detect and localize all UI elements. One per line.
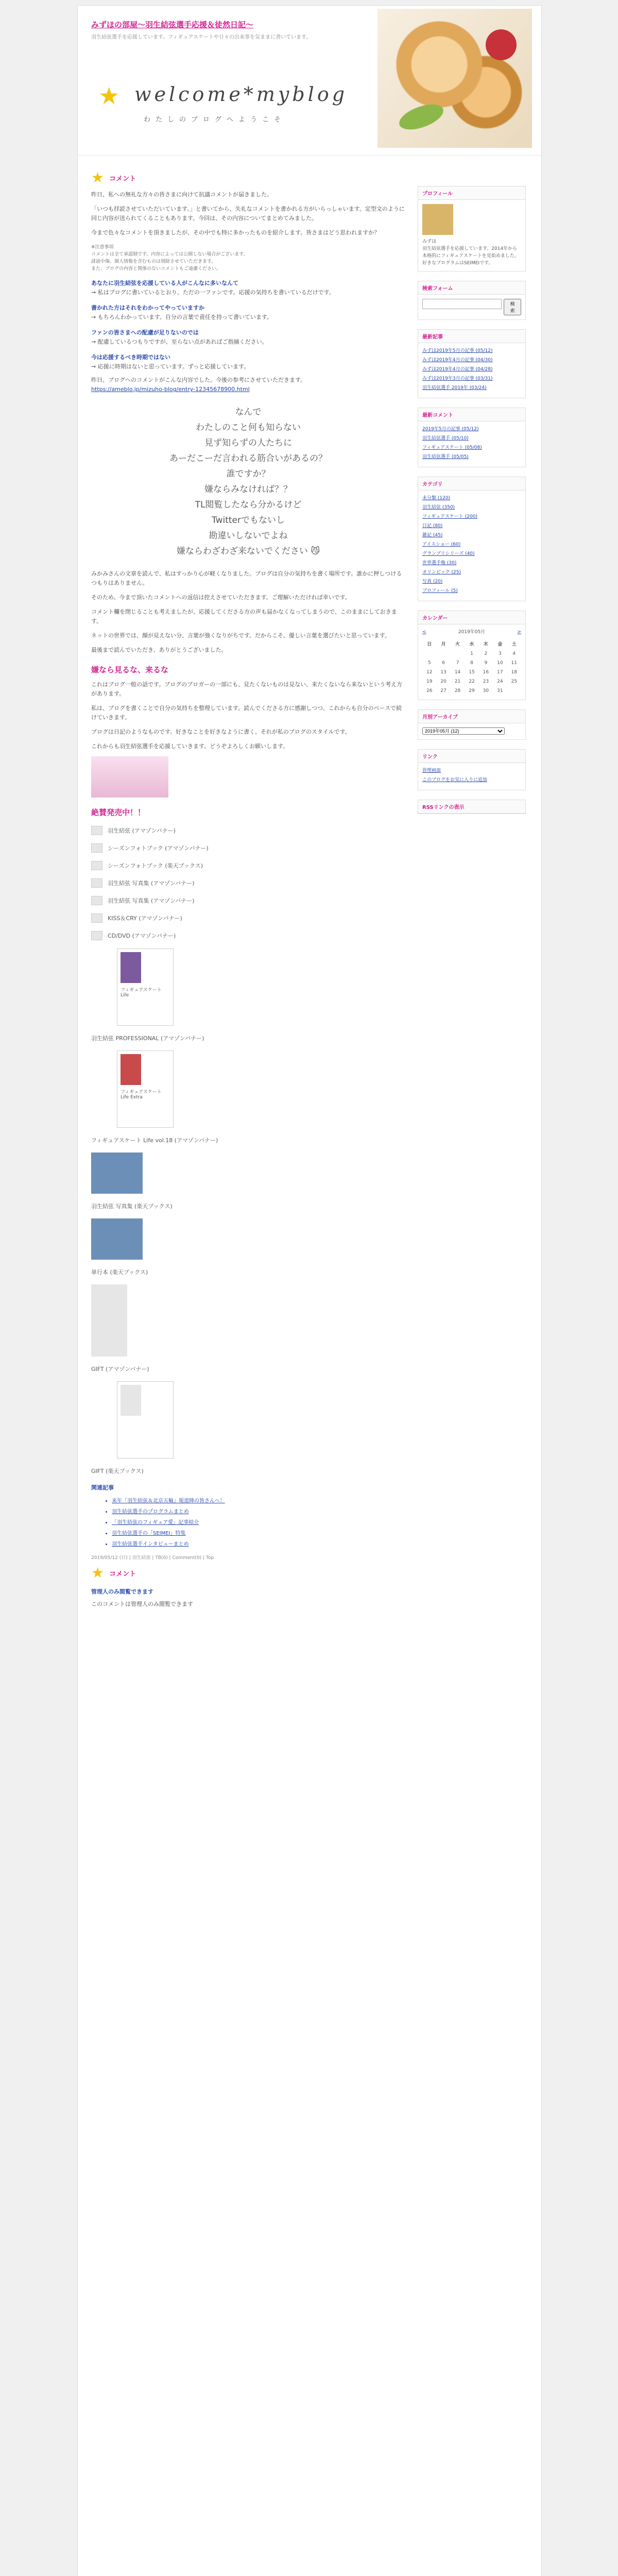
welcome-subheading: わたしのブログへようこそ (144, 116, 286, 124)
header-photo (377, 9, 532, 148)
product-item[interactable] (91, 931, 405, 940)
star-icon: ★ (91, 169, 105, 186)
qa-answer: → もちろんわかっています。自分の言葉で責任を持って書いています。 (91, 314, 272, 320)
related-section (91, 1483, 405, 1548)
star-icon: ★ (91, 1564, 105, 1581)
recent-comments-box (418, 408, 526, 467)
calendar-day[interactable]: 13 (440, 670, 447, 675)
book-title: フィギュアスケート Life Extra (121, 1090, 162, 1100)
calendar-weekday: 月 (441, 642, 446, 647)
recent-title: 最新記事 (418, 330, 525, 343)
related-link[interactable]: • 「羽生結弦のフィギュア愛」記事紹介 (112, 1519, 405, 1527)
rss-title: RSSリンクの表示 (418, 800, 525, 814)
archive-select[interactable] (422, 727, 505, 735)
related-link[interactable]: • 羽生結弦選手インタビューまとめ (112, 1540, 405, 1548)
quote-line: あーだこーだ言われる筋合いがあるの？ (169, 453, 327, 464)
calendar-day[interactable]: 31 (497, 688, 503, 693)
entry-link[interactable]: https://ameblo.jp/mizuho-blog/entry-12345678900.html (91, 386, 250, 393)
category-title: カテゴリ (418, 477, 525, 490)
article-paragraph: これからも羽生結弦選手を応援していきます。どうぞよろしくお願いします。 (91, 743, 289, 750)
product-label: KISS＆CRY (アマゾンバナー) (108, 915, 182, 922)
search-button[interactable]: 検索 (504, 299, 521, 315)
calendar-day[interactable]: 2 (484, 651, 488, 656)
calendar-day[interactable]: 16 (483, 670, 489, 675)
article-paragraph (91, 376, 405, 394)
welcome-heading: welcome*myblog (134, 83, 348, 106)
recent-post-link[interactable]: みずほ2019年4月の記事 (04/28) (422, 367, 493, 372)
product-item[interactable] (91, 1034, 405, 1042)
article-paragraph: 「いつも拝読させていただいています。」と書いてから、失礼なコメントを書かれる方がいらっしゃいます。定型文のように同じ内容が送られてくることもあります。今回は、その内容についてまとめてみました。 (91, 206, 405, 222)
search-title: 検索フォーム (418, 281, 525, 295)
quote-last-text: 嫌ならわざわざ来ないでください (176, 546, 308, 556)
comment-title: コメント (109, 1570, 136, 1578)
book-title: フィギュアスケート Life (121, 988, 162, 998)
product-label: 単行本 (楽天ブックス) (91, 1269, 148, 1276)
product-label: シーズンフォトブック (アマゾンバナー) (108, 845, 209, 852)
qa-list (91, 279, 405, 371)
qa-question: あなたに羽生結弦を応援している人がこんなに多いなんて (91, 280, 238, 286)
recent-comment-link[interactable]: フィギュアスケート (05/08) (422, 445, 482, 450)
category-link[interactable]: アイスショー (60) (422, 542, 461, 547)
product-label: GIFT (アマゾンバナー) (91, 1366, 149, 1372)
calendar-day[interactable] (422, 649, 436, 658)
profile-avatar (422, 204, 453, 235)
comment-body: このコメントは管理人のみ閲覧できます (91, 1601, 193, 1607)
notice-block: ※注意事項 コメントは全て承認制です。内容によっては公開しない場合がございます。 誹謗中傷、個人情報を含むものは削除させていただきます。 また、ブログの内容と関係のないコメントもご遠慮ください。 (91, 245, 248, 272)
calendar-day[interactable]: 17 (497, 670, 503, 675)
quote-line: 見ず知らずの人たちに (204, 438, 292, 448)
article-paragraph: そのため、今まで頂いたコメントへの返信は控えさせていただきます。ご理解いただければ幸いです。 (91, 594, 351, 601)
article-paragraph: みかみさんの文章を読んで、私はすっかり心が軽くなりました。ブログは自分の気持ちを書く場所です。誰かに押しつけるつもりはありません。 (91, 570, 402, 586)
star-icon: ★ (98, 82, 120, 110)
recent-comment-link[interactable]: 羽生結弦選手 (05/05) (422, 454, 469, 460)
calendar-day[interactable]: 24 (497, 679, 503, 684)
product-item[interactable] (91, 826, 405, 835)
product-label: フィギュアスケート Life vol.18 (アマゾンバナー) (91, 1137, 218, 1144)
product-label: 羽生結弦 PROFESSIONAL (アマゾンバナー) (91, 1035, 204, 1042)
calendar-day[interactable]: 30 (483, 688, 489, 693)
main-column (91, 165, 405, 1614)
search-input[interactable] (422, 299, 502, 309)
calendar-weekday: 土 (511, 642, 517, 647)
prev-month-link[interactable]: < (422, 630, 426, 635)
calendar-month: 2019年05月 (458, 630, 486, 635)
product-image[interactable] (91, 1218, 143, 1260)
archive-box (418, 709, 526, 740)
product-label: 羽生結弦 写真集 (楽天ブックス) (91, 1203, 173, 1210)
calendar-day[interactable]: 7 (456, 660, 459, 666)
sidebar (418, 186, 526, 823)
comment-block (91, 1587, 405, 1609)
product-item[interactable] (91, 913, 405, 923)
article-paragraph: ブログは日記のようなものです。好きなことを好きなように書く。それが私のブログのスタイルです。 (91, 728, 351, 735)
book-card[interactable] (117, 948, 174, 1026)
calendar-day[interactable]: 26 (426, 688, 433, 693)
calendar-nav (422, 629, 521, 638)
category-link[interactable]: オリンピック (25) (422, 570, 461, 575)
related-list (91, 1497, 405, 1548)
article-paragraph: ネットの世界では、顔が見えない分、言葉が強くなりがちです。だからこそ、優しい言葉を選びたいと思っています。 (91, 632, 390, 639)
qa-question: ファンの皆さまへの配慮が足りないのでは (91, 329, 199, 336)
qa-answer: → 応援に時期はないと思っています。ずっと応援しています。 (91, 363, 250, 370)
qa-question: 今は応援するべき時期ではない (91, 354, 170, 361)
qa-question: 書かれた方はそれをわかってやっていますか (91, 304, 204, 311)
product-thumbnail (91, 861, 102, 870)
rss-box (418, 800, 526, 814)
quote-line: 勘違いしないでよね (209, 531, 288, 541)
category-link[interactable]: 日記 (80) (422, 523, 443, 529)
quote-line: TL閲覧したなら分かるけど (195, 500, 302, 510)
book-card[interactable] (117, 1381, 174, 1459)
calendar-weekday: 火 (455, 642, 460, 647)
book-cover (121, 1385, 141, 1416)
category-link[interactable]: 世界選手権 (30) (422, 561, 457, 566)
calendar-day[interactable]: 3 (498, 651, 502, 656)
product-item[interactable] (91, 896, 405, 905)
profile-text: 羽生結弦選手を応援しています。2014年から本格的にフィギュアスケートを見始めました。好きなプログラムはSEIMEIです。 (422, 246, 519, 266)
profile-name: みずほ (422, 239, 437, 244)
calendar-day[interactable]: 11 (511, 660, 517, 666)
quote-block (91, 404, 405, 559)
product-thumbnail (91, 913, 102, 923)
calendar-weekday: 金 (497, 642, 503, 647)
book-cover (121, 952, 141, 983)
calendar-day[interactable]: 5 (427, 660, 431, 666)
article-title: コメント (109, 175, 136, 183)
related-heading: 関連記事 (91, 1484, 114, 1491)
calendar-day[interactable]: 23 (483, 679, 489, 684)
links-box (418, 749, 526, 790)
category-link[interactable]: 雑記 (45) (422, 533, 443, 538)
profile-title: プロフィール (418, 187, 525, 200)
qa-answer: → 私はブログに書いているとおり、ただの一ファンです。応援の気持ちを書いているだけです。 (91, 289, 335, 296)
calendar-day[interactable]: 15 (469, 670, 475, 675)
section-heading: 嫌なら見るな、来るな (91, 665, 169, 674)
category-link[interactable]: 未分類 (120) (422, 496, 451, 501)
comments-title: 最新コメント (418, 408, 525, 421)
product-thumbnail (91, 878, 102, 888)
calendar-weekday: 水 (469, 642, 474, 647)
product-item[interactable] (91, 1268, 405, 1276)
calendar-day[interactable]: 4 (512, 651, 516, 656)
product-item[interactable] (91, 861, 405, 870)
calendar-table (422, 640, 521, 696)
product-item[interactable] (91, 1365, 405, 1373)
quote-line: 誰ですか？ (226, 469, 270, 479)
recent-post-link[interactable]: みずほ2019年4月の記事 (04/30) (422, 358, 493, 363)
calendar-title: カレンダー (418, 611, 525, 624)
product-image[interactable] (91, 1284, 127, 1357)
calendar-day[interactable]: 10 (497, 660, 503, 666)
product-item[interactable] (91, 1467, 405, 1475)
section-heading: 絶賛発売中！！ (91, 808, 146, 817)
calendar-day[interactable]: 20 (440, 679, 447, 684)
banner-image[interactable] (91, 756, 168, 798)
product-item[interactable] (91, 878, 405, 888)
links-title: リンク (418, 750, 525, 763)
product-label: CD/DVD (アマゾンバナー) (108, 933, 176, 939)
recent-post-link[interactable]: みずほ2019年3月の記事 (03/31) (422, 376, 493, 381)
calendar-day[interactable] (507, 686, 521, 696)
calendar-day[interactable] (451, 649, 465, 658)
blog-title-link[interactable]: みずほの部屋〜羽生結弦選手応援＆徒然日記〜 (91, 20, 254, 29)
article-paragraph: 今まで色々なコメントを頂きましたが、その中でも特に多かったものを紹介します。皆さまはどう思われますか？ (91, 229, 380, 236)
calendar-day[interactable]: 29 (469, 688, 475, 693)
calendar-weekday: 木 (483, 642, 488, 647)
product-item[interactable] (91, 1202, 405, 1210)
search-box (418, 281, 526, 320)
calendar-day[interactable]: 25 (511, 679, 517, 684)
paragraph-text: 昨日、ブログへのコメントがこんな内容でした。今後の参考にさせていただきます。 (91, 377, 306, 383)
leaf-decoration (396, 99, 447, 134)
product-label: 羽生結弦 写真集 (アマゾンバナー) (108, 897, 195, 904)
sidebar-link[interactable]: 管理画面 (422, 768, 441, 773)
product-thumbnail (91, 896, 102, 905)
blog-frame (77, 5, 542, 2576)
calendar-day[interactable]: 1 (470, 651, 473, 656)
cat-emoji-icon: 😼 (311, 546, 320, 556)
calendar-day[interactable]: 12 (426, 670, 433, 675)
product-label: 羽生結弦 写真集 (アマゾンバナー) (108, 880, 195, 887)
article-paragraph: 昨日、私への無礼な方々の皆さまに向けて抗議コメントが届きました。 (91, 191, 272, 198)
quote-line: なんで (235, 407, 262, 417)
category-link[interactable]: 写真 (20) (422, 579, 443, 584)
article-paragraph: 最後まで読んでいただき、ありがとうございました。 (91, 647, 227, 653)
related-link[interactable]: • 羽生結弦選手のプログラムまとめ (112, 1508, 405, 1516)
calendar-day[interactable]: 22 (469, 679, 475, 684)
jam-decoration (486, 29, 517, 60)
calendar-day[interactable]: 9 (484, 660, 488, 666)
product-thumbnail (91, 826, 102, 835)
calendar-box (418, 611, 526, 700)
product-item[interactable] (91, 843, 405, 853)
quote-line (91, 544, 405, 559)
book-cover (121, 1054, 141, 1085)
blog-header (78, 6, 541, 156)
product-thumbnail (91, 843, 102, 853)
article-heading (91, 171, 405, 185)
related-link[interactable]: • 来年「羽生結弦＆北京五輪」報道陣の皆さんへ！ (112, 1497, 405, 1505)
category-box (418, 477, 526, 601)
recent-post-link[interactable]: みずほ2019年5月の記事 (05/12) (422, 348, 493, 353)
category-link[interactable]: グランプリシリーズ (40) (422, 551, 475, 556)
product-list (91, 826, 405, 940)
recent-comment-link[interactable]: 羽生結弦選手 (05/10) (422, 436, 469, 441)
category-link[interactable]: フィギュアスケート (200) (422, 514, 477, 519)
product-thumbnail (91, 931, 102, 940)
calendar-day[interactable]: 14 (454, 670, 461, 675)
quote-line: わたしのこと何も知らない (196, 422, 301, 433)
calendar-day[interactable] (436, 649, 450, 658)
calendar-day[interactable]: 19 (426, 679, 433, 684)
recent-posts-box (418, 329, 526, 398)
related-link[interactable]: • 羽生結弦選手の「SEIMEI」特集 (112, 1530, 405, 1537)
comment-heading (91, 1566, 405, 1580)
sidebar-link[interactable]: このブログをお気に入りに追加 (422, 777, 488, 783)
product-image[interactable] (91, 1153, 143, 1194)
calendar-day[interactable]: 27 (440, 688, 447, 693)
article-paragraph: コメント欄を閉じることも考えましたが、応援してくださる方の声も届かなくなってしまうので、このままにしておきます。 (91, 608, 397, 624)
archive-title: 月別アーカイブ (418, 710, 525, 723)
profile-box (418, 186, 526, 272)
calendar-day[interactable]: 28 (454, 688, 461, 693)
product-item[interactable] (91, 1136, 405, 1144)
next-month-link[interactable]: > (517, 630, 521, 635)
post-meta: 2019/05/12 (日) | 羽生結弦 | TB(0) | Comment(0) | Top (91, 1555, 214, 1561)
product-label: GIFT (楽天ブックス) (91, 1468, 144, 1475)
calendar-day[interactable]: 8 (470, 660, 473, 666)
quote-line: 嫌ならみなければ？？ (204, 484, 292, 495)
quote-line: Twitterでもないし (212, 515, 285, 526)
category-link[interactable]: プロフィール (5) (422, 588, 458, 594)
blog-description: 羽生結弦選手を応援しています。フィギュアスケートや日々の出来事を気ままに書いています。 (91, 35, 312, 40)
calendar-weekday: 日 (427, 642, 432, 647)
recent-comment-link[interactable]: 2019年5月の記事 (05/12) (422, 427, 479, 432)
book-card[interactable] (117, 1050, 174, 1128)
qa-answer: → 配慮しているつもりですが、至らない点があればご指摘ください。 (91, 338, 268, 345)
product-label: 羽生結弦 (アマゾンバナー) (108, 827, 176, 834)
product-label: シーズンフォトブック (楽天ブックス) (108, 862, 203, 869)
comment-header: 管理人のみ閲覧できます (91, 1588, 153, 1595)
calendar-day[interactable]: 21 (454, 679, 461, 684)
article-paragraph: 私は、ブログを書くことで自分の気持ちを整理しています。読んでくださる方に感謝しつつ、これからも自分のペースで続けていきます。 (91, 705, 402, 721)
category-link[interactable]: 羽生結弦 (350) (422, 505, 455, 510)
recent-post-link[interactable]: 羽生結弦選手 2019年 (03/24) (422, 385, 487, 391)
calendar-day[interactable]: 18 (511, 670, 517, 675)
article-paragraph: これはブログ一般の話です。ブログのブロガーの一部にも、見たくないものは見ない、来たくないなら来ないという考え方があります。 (91, 681, 403, 697)
calendar-day[interactable]: 6 (442, 660, 445, 666)
